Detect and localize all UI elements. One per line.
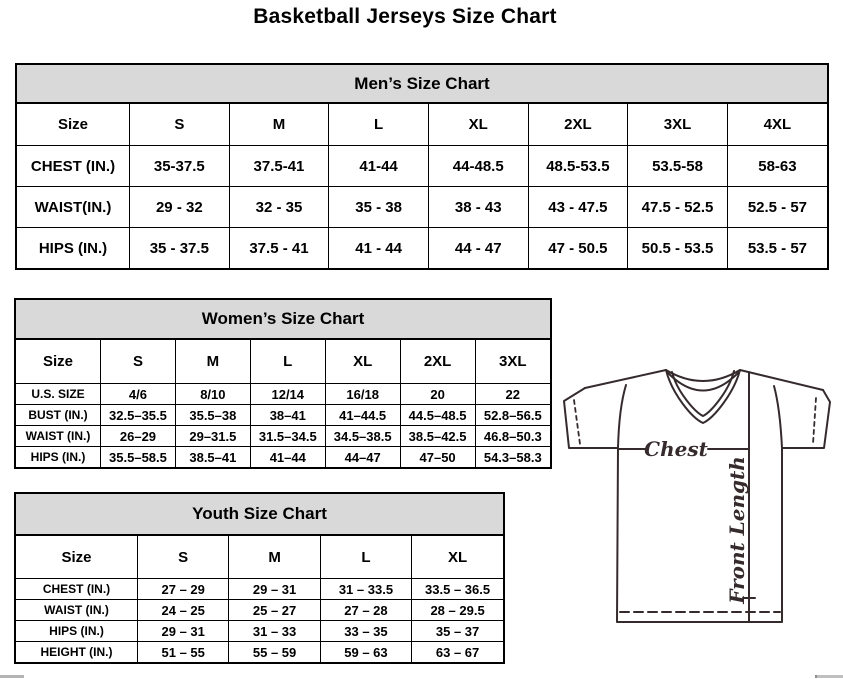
men-column-header: XL — [428, 104, 528, 146]
mens-size-chart — [15, 63, 829, 270]
youth-cell: 33 – 35 — [320, 621, 411, 642]
jersey-measurement-diagram — [556, 360, 840, 636]
youth-data-row — [16, 621, 503, 642]
youth-data-row — [16, 642, 503, 663]
men-cell: 53.5 - 57 — [727, 228, 827, 269]
youth-column-header: XL — [412, 536, 503, 579]
youth-column-header: Size — [16, 536, 138, 579]
men-row-label: HIPS (IN.) — [17, 228, 130, 269]
women-column-header: M — [175, 340, 250, 384]
youth-cell: 51 – 55 — [138, 642, 229, 663]
women-cell: 44.5–48.5 — [400, 405, 475, 426]
women-row-label: HIPS (IN.) — [16, 447, 101, 468]
women-cell: 46.8–50.3 — [475, 426, 550, 447]
youth-size-chart-title: Youth Size Chart — [16, 494, 503, 536]
men-cell: 50.5 - 53.5 — [628, 228, 728, 269]
women-cell: 41–44 — [250, 447, 325, 468]
women-cell: 35.5–58.5 — [101, 447, 176, 468]
women-cell: 32.5–35.5 — [101, 405, 176, 426]
youth-cell: 27 – 29 — [138, 579, 229, 600]
scrollbar-fragment-right[interactable] — [815, 675, 843, 678]
women-header-row — [16, 340, 550, 384]
youth-column-header: M — [229, 536, 320, 579]
men-column-header: 4XL — [727, 104, 827, 146]
men-cell: 37.5 - 41 — [229, 228, 329, 269]
men-column-header: 3XL — [628, 104, 728, 146]
youth-column-header: L — [320, 536, 411, 579]
women-cell: 41–44.5 — [325, 405, 400, 426]
youth-data-row — [16, 579, 503, 600]
men-cell: 35 - 37.5 — [130, 228, 230, 269]
youth-cell: 31 – 33 — [229, 621, 320, 642]
womens-size-table — [16, 340, 550, 467]
men-cell: 41-44 — [329, 146, 429, 187]
men-cell: 47.5 - 52.5 — [628, 187, 728, 228]
youth-size-chart — [14, 492, 505, 664]
men-cell: 35-37.5 — [130, 146, 230, 187]
men-data-row — [17, 146, 827, 187]
youth-cell: 27 – 28 — [320, 600, 411, 621]
men-header-row — [17, 104, 827, 146]
youth-cell: 31 – 33.5 — [320, 579, 411, 600]
women-cell: 38–41 — [250, 405, 325, 426]
men-cell: 52.5 - 57 — [727, 187, 827, 228]
youth-cell: 63 – 67 — [412, 642, 503, 663]
women-row-label: BUST (IN.) — [16, 405, 101, 426]
mens-size-table — [17, 104, 827, 268]
youth-row-label: CHEST (IN.) — [16, 579, 138, 600]
women-cell: 31.5–34.5 — [250, 426, 325, 447]
youth-column-header: S — [138, 536, 229, 579]
front-length-label: Front Length — [725, 456, 749, 604]
men-cell: 41 - 44 — [329, 228, 429, 269]
women-cell: 20 — [400, 384, 475, 405]
women-column-header: 2XL — [400, 340, 475, 384]
jersey-outline-icon — [564, 370, 830, 622]
women-row-label: U.S. SIZE — [16, 384, 101, 405]
youth-cell: 25 – 27 — [229, 600, 320, 621]
men-cell: 44 - 47 — [428, 228, 528, 269]
women-column-header: 3XL — [475, 340, 550, 384]
women-cell: 29–31.5 — [175, 426, 250, 447]
men-column-header: 2XL — [528, 104, 628, 146]
womens-size-chart-title: Women’s Size Chart — [16, 300, 550, 340]
youth-row-label: HIPS (IN.) — [16, 621, 138, 642]
youth-cell: 29 – 31 — [229, 579, 320, 600]
women-cell: 34.5–38.5 — [325, 426, 400, 447]
men-cell: 47 - 50.5 — [528, 228, 628, 269]
men-cell: 37.5-41 — [229, 146, 329, 187]
women-column-header: L — [250, 340, 325, 384]
women-data-row — [16, 384, 550, 405]
men-column-header: L — [329, 104, 429, 146]
men-column-header: M — [229, 104, 329, 146]
men-data-row — [17, 187, 827, 228]
men-cell: 32 - 35 — [229, 187, 329, 228]
men-cell: 44-48.5 — [428, 146, 528, 187]
women-cell: 47–50 — [400, 447, 475, 468]
women-column-header: S — [101, 340, 176, 384]
youth-row-label: WAIST (IN.) — [16, 600, 138, 621]
youth-data-row — [16, 600, 503, 621]
men-column-header: Size — [17, 104, 130, 146]
women-cell: 26–29 — [101, 426, 176, 447]
men-data-row — [17, 228, 827, 269]
women-row-label: WAIST (IN.) — [16, 426, 101, 447]
youth-cell: 35 – 37 — [412, 621, 503, 642]
youth-header-row — [16, 536, 503, 579]
women-cell: 35.5–38 — [175, 405, 250, 426]
men-row-label: CHEST (IN.) — [17, 146, 130, 187]
youth-size-table — [16, 536, 503, 662]
women-cell: 52.8–56.5 — [475, 405, 550, 426]
youth-cell: 33.5 – 36.5 — [412, 579, 503, 600]
men-column-header: S — [130, 104, 230, 146]
men-cell: 48.5-53.5 — [528, 146, 628, 187]
youth-cell: 24 – 25 — [138, 600, 229, 621]
women-cell: 38.5–42.5 — [400, 426, 475, 447]
chest-label: Chest — [644, 437, 708, 461]
youth-row-label: HEIGHT (IN.) — [16, 642, 138, 663]
men-cell: 58-63 — [727, 146, 827, 187]
women-cell: 22 — [475, 384, 550, 405]
women-cell: 8/10 — [175, 384, 250, 405]
women-data-row — [16, 426, 550, 447]
mens-size-chart-title: Men’s Size Chart — [17, 65, 827, 104]
womens-size-chart — [14, 298, 552, 469]
men-cell: 29 - 32 — [130, 187, 230, 228]
women-column-header: XL — [325, 340, 400, 384]
youth-cell: 29 – 31 — [138, 621, 229, 642]
youth-cell: 28 – 29.5 — [412, 600, 503, 621]
women-cell: 44–47 — [325, 447, 400, 468]
women-cell: 12/14 — [250, 384, 325, 405]
men-cell: 53.5-58 — [628, 146, 728, 187]
scrollbar-fragment-left[interactable] — [0, 675, 24, 678]
men-row-label: WAIST(IN.) — [17, 187, 130, 228]
women-data-row — [16, 405, 550, 426]
men-cell: 38 - 43 — [428, 187, 528, 228]
youth-cell: 55 – 59 — [229, 642, 320, 663]
women-column-header: Size — [16, 340, 101, 384]
youth-cell: 59 – 63 — [320, 642, 411, 663]
page-title: Basketball Jerseys Size Chart — [253, 5, 557, 28]
men-cell: 35 - 38 — [329, 187, 429, 228]
women-cell: 16/18 — [325, 384, 400, 405]
women-cell: 38.5–41 — [175, 447, 250, 468]
men-cell: 43 - 47.5 — [528, 187, 628, 228]
women-data-row — [16, 447, 550, 468]
women-cell: 4/6 — [101, 384, 176, 405]
women-cell: 54.3–58.3 — [475, 447, 550, 468]
